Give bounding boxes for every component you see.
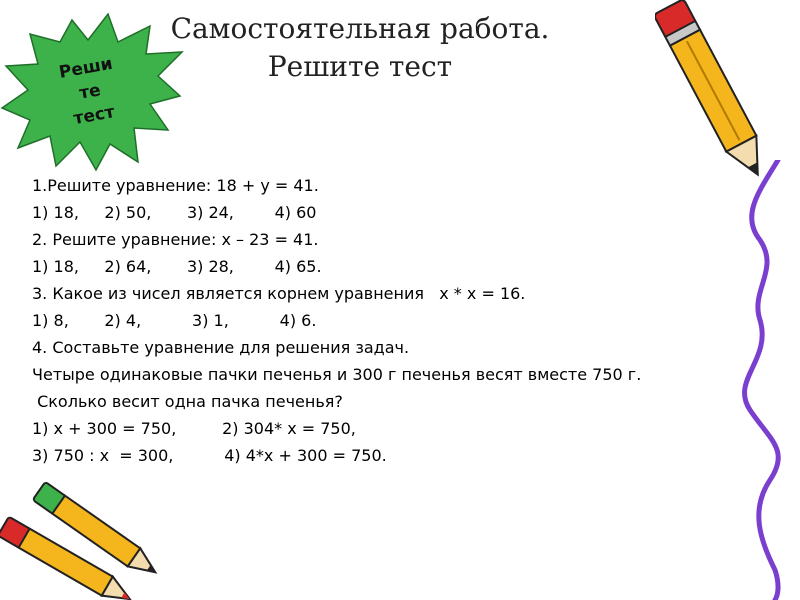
- pencils-icon: [0, 480, 175, 600]
- answer-options: 3) 750 : х = 300, 4) 4*х + 300 = 750.: [32, 446, 387, 465]
- answer-options: 1) 18, 2) 64, 3) 28, 4) 65.: [32, 257, 322, 276]
- title-line-2: Решите тест: [267, 50, 453, 83]
- question-line: 1.Решите уравнение: 18 + у = 41.: [32, 176, 319, 195]
- answer-options: 1) 18, 2) 50, 3) 24, 4) 60: [32, 203, 317, 222]
- answer-options: 1) х + 300 = 750, 2) 304* х = 750,: [32, 419, 356, 438]
- pencil-icon: [655, 0, 775, 185]
- question-line: 4. Составьте уравнение для решения задач.: [32, 338, 410, 357]
- problem-text: Четыре одинаковые пачки печенья и 300 г печенья весят вместе 750 г.: [32, 365, 642, 384]
- badge-line: те: [77, 80, 103, 104]
- question-line: 2. Решите уравнение: х – 23 = 41.: [32, 230, 319, 249]
- problem-text: Сколько весит одна пачка печенья?: [32, 392, 343, 411]
- answer-options: 1) 8, 2) 4, 3) 1, 4) 6.: [32, 311, 317, 330]
- starburst-badge: [0, 12, 185, 172]
- question-line: 3. Какое из чисел является корнем уравнения х * х = 16.: [32, 284, 526, 303]
- badge-line: тест: [72, 102, 117, 130]
- title-line-1: Самостоятельная работа.: [170, 12, 550, 45]
- test-content: [32, 172, 772, 469]
- badge-line: Реши: [57, 53, 115, 83]
